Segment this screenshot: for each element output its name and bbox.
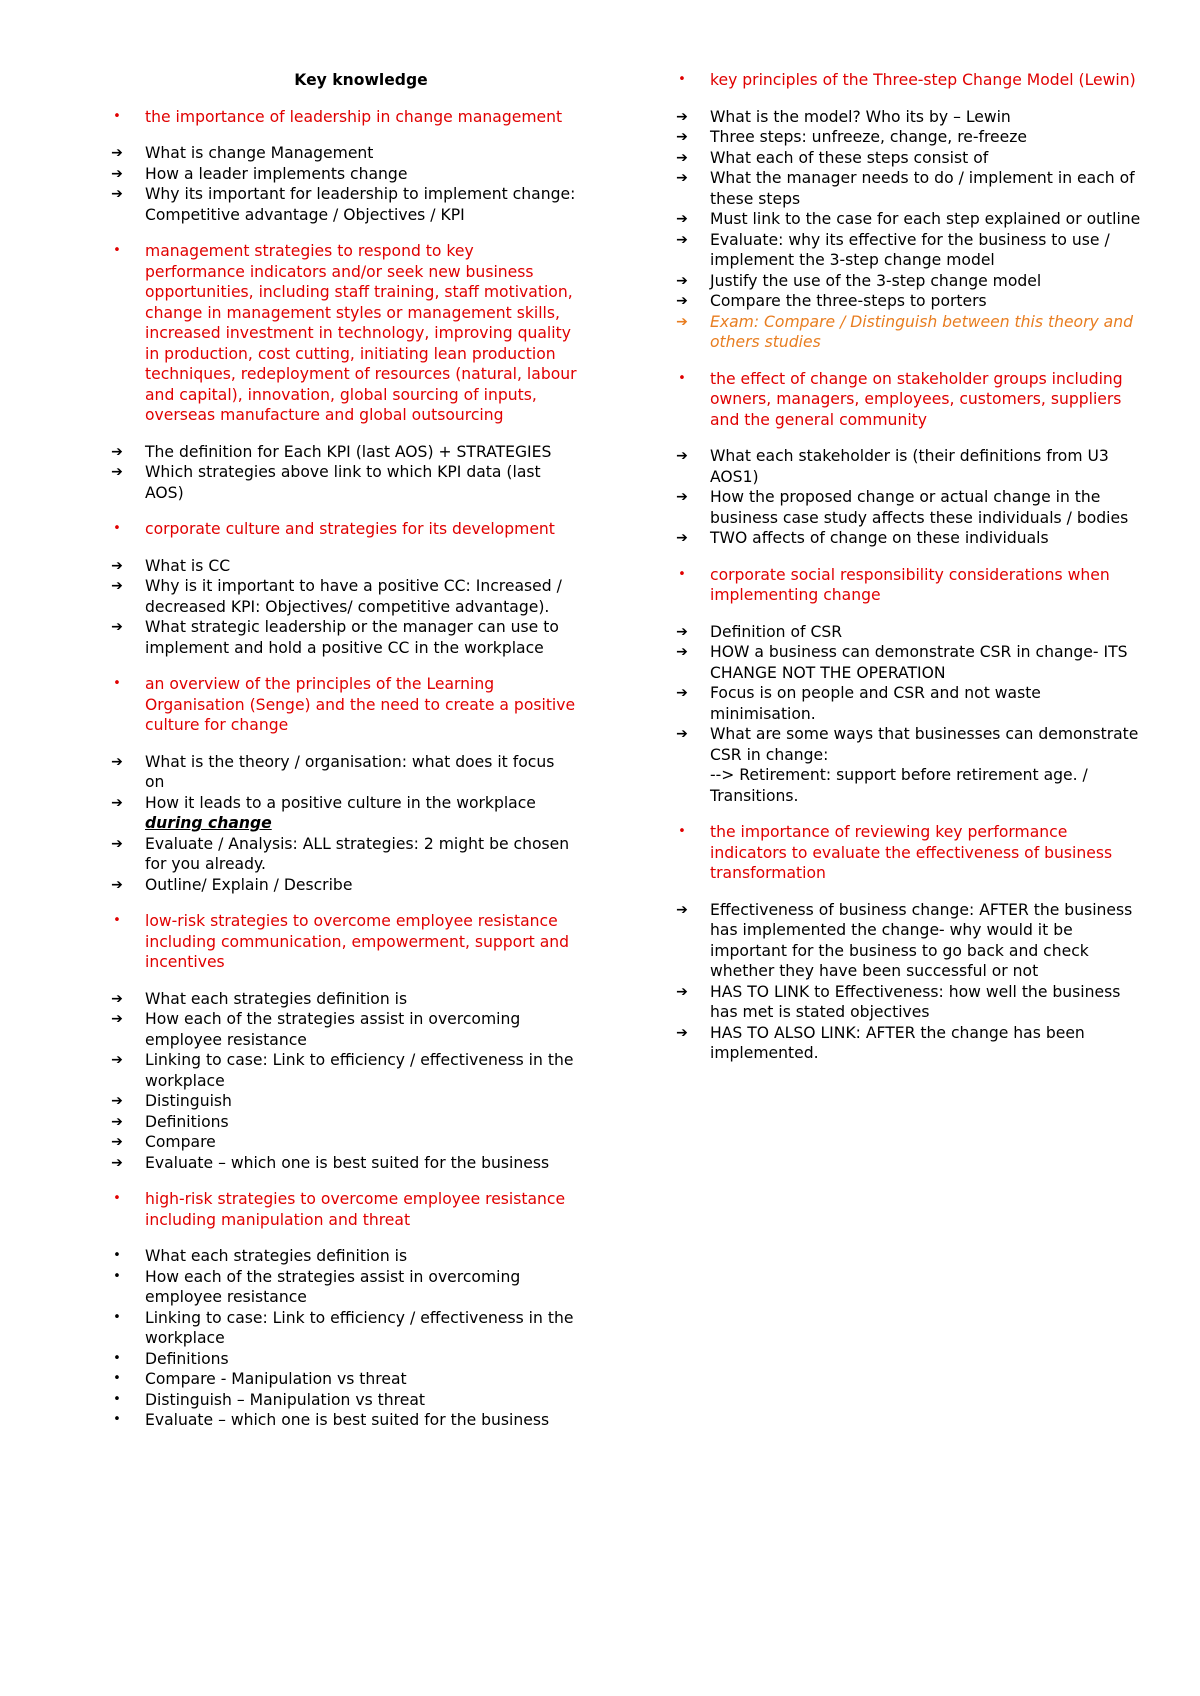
arrow-icon: ➔ <box>676 293 688 309</box>
arrow-icon: ➔ <box>111 578 123 594</box>
arrow-icon: ➔ <box>111 1093 123 1109</box>
list-item: ➔ Justify the use of the 3-step change model <box>672 271 1142 292</box>
bullet-icon: • <box>113 1191 121 1206</box>
list-item: ➔ Why is it important to have a positive CC: Increased / decreased KPI: Objectives/ competitive advantage). <box>107 576 577 617</box>
list-item: ➔ HOW a business can demonstrate CSR in change- ITS CHANGE NOT THE OPERATION <box>672 642 1142 683</box>
topic-leadership <box>107 107 577 128</box>
arrow-icon: ➔ <box>676 448 688 464</box>
list-item: ➔ What each of these steps consist of <box>672 148 1142 169</box>
subpoints-csr <box>672 622 1142 807</box>
arrow-icon: ➔ <box>676 644 688 660</box>
list-item: • Distinguish – Manipulation vs threat <box>107 1390 577 1411</box>
topic-low-risk-strategies <box>107 911 577 973</box>
list-item: ➔ Which strategies above link to which KPI data (last AOS) <box>107 462 577 503</box>
list-item: ➔ What each stakeholder is (their definitions from U3 AOS1) <box>672 446 1142 487</box>
arrow-icon: ➔ <box>111 443 123 460</box>
list-item: ➔ How a leader implements change <box>107 164 577 185</box>
left-column <box>107 70 577 1447</box>
topic-three-step-model <box>672 70 1142 91</box>
subpoints-reviewing-kpis <box>672 900 1142 1064</box>
arrow-icon: ➔ <box>676 489 688 505</box>
bullet-icon: • <box>113 1391 121 1407</box>
list-item: ➔ Outline/ Explain / Describe <box>107 875 577 896</box>
topic-item: • low-risk strategies to overcome employee resistance including communication, empowerment, support and incentives <box>107 911 577 973</box>
topic-item: • corporate social responsibility considerations when implementing change <box>672 565 1142 606</box>
arrow-icon: ➔ <box>676 901 688 918</box>
list-item: • Compare - Manipulation vs threat <box>107 1369 577 1390</box>
emphasis-text: during change <box>145 814 272 832</box>
list-item: ➔ What is change Management <box>107 143 577 164</box>
arrow-icon: ➔ <box>676 149 688 166</box>
list-item: ➔ Why its important for leadership to implement change: Competitive advantage / Objectives / KPI <box>107 184 577 225</box>
list-item: ➔ The definition for Each KPI (last AOS) + STRATEGIES <box>107 442 577 463</box>
subpoints-corporate-culture <box>107 556 577 659</box>
bullet-icon: • <box>678 566 686 582</box>
arrow-icon: ➔ <box>111 1134 123 1150</box>
bullet-icon: • <box>678 72 686 87</box>
subpoints-kpi <box>107 442 577 504</box>
bullet-icon: • <box>678 370 686 386</box>
list-item: ➔ Effectiveness of business change: AFTER the business has implemented the change- why would it be important for the business to go back and check whether they have been successful or not <box>672 900 1142 982</box>
list-item: ➔ Evaluate – which one is best suited for the business <box>107 1153 577 1174</box>
list-item: ➔ HAS TO LINK to Effectiveness: how well the business has met is stated objectives <box>672 982 1142 1023</box>
arrow-icon: ➔ <box>676 211 688 227</box>
list-item: ➔ What each strategies definition is <box>107 989 577 1010</box>
bullet-icon: • <box>113 913 121 928</box>
list-item: • Definitions <box>107 1349 577 1370</box>
subpoints-stakeholders <box>672 446 1142 549</box>
arrow-icon: ➔ <box>111 145 123 161</box>
topic-item: • key principles of the Three-step Change Model (Lewin) <box>672 70 1142 91</box>
list-item: ➔ How the proposed change or actual change in the business case study affects these individuals / bodies <box>672 487 1142 528</box>
arrow-icon: ➔ <box>111 753 123 770</box>
arrow-icon: ➔ <box>111 1113 123 1130</box>
list-item: ➔ What is the theory / organisation: what does it focus on <box>107 752 577 793</box>
arrow-icon: ➔ <box>111 794 123 811</box>
list-item: ➔ What strategic leadership or the manager can use to implement and hold a positive CC in the workplace <box>107 617 577 658</box>
arrow-icon: ➔ <box>111 876 123 893</box>
right-column <box>672 70 1142 1080</box>
topic-management-strategies <box>107 241 577 426</box>
bullet-icon: • <box>678 824 686 839</box>
list-item: ➔ Focus is on people and CSR and not waste minimisation. <box>672 683 1142 724</box>
bullet-icon: • <box>113 243 121 258</box>
page-title: Key knowledge <box>294 71 428 89</box>
list-item: ➔ Evaluate / Analysis: ALL strategies: 2 might be chosen for you already. <box>107 834 577 875</box>
bullet-icon: • <box>113 1248 121 1263</box>
arrow-icon: ➔ <box>111 1154 123 1171</box>
list-item: ➔ Definition of CSR <box>672 622 1142 643</box>
exam-note-item: ➔ Exam: Compare / Distinguish between this theory and others studies <box>672 312 1142 353</box>
topic-item: • corporate culture and strategies for its development <box>107 519 577 540</box>
list-item: ➔ Definitions <box>107 1112 577 1133</box>
topic-reviewing-kpis <box>672 822 1142 884</box>
bullet-icon: • <box>113 1268 121 1284</box>
list-item: • Linking to case: Link to efficiency / effectiveness in the workplace <box>107 1308 577 1349</box>
arrow-icon: ➔ <box>111 1052 123 1068</box>
topic-high-risk-strategies <box>107 1189 577 1230</box>
arrow-icon: ➔ <box>676 1024 688 1041</box>
arrow-icon: ➔ <box>676 170 688 186</box>
topic-item: • an overview of the principles of the Learning Organisation (Senge) and the need to create a positive culture for change <box>107 674 577 736</box>
bullet-icon: • <box>113 1371 121 1386</box>
list-item: ➔ Must link to the case for each step explained or outline <box>672 209 1142 230</box>
list-item: ➔ Compare the three-steps to porters <box>672 291 1142 312</box>
topic-item: • management strategies to respond to key performance indicators and/or seek new business opportunities, including staff training, staff motivation, change in management styles or management skills, increased investment in technology, improving quality in production, cost cutting, initiating lean production techniques, redeployment of resources (natural, labour and capital), innovation, global sourcing of inputs, overseas manufacture and global outsourcing <box>107 241 577 426</box>
topic-item: • high-risk strategies to overcome employee resistance including manipulation and threat <box>107 1189 577 1230</box>
list-item: • How each of the strategies assist in overcoming employee resistance <box>107 1267 577 1308</box>
topic-corporate-culture <box>107 519 577 540</box>
arrow-icon: ➔ <box>676 313 688 330</box>
arrow-icon: ➔ <box>676 685 688 701</box>
arrow-icon: ➔ <box>676 272 688 289</box>
arrow-icon: ➔ <box>676 129 688 145</box>
subpoints-leadership <box>107 143 577 225</box>
arrow-icon: ➔ <box>111 464 123 480</box>
arrow-icon: ➔ <box>111 1011 123 1027</box>
arrow-icon: ➔ <box>676 530 688 546</box>
list-item: ➔ What the manager needs to do / implement in each of these steps <box>672 168 1142 209</box>
arrow-icon: ➔ <box>111 186 123 202</box>
bullet-icon: • <box>113 521 121 536</box>
subpoints-three-step-model <box>672 107 1142 353</box>
list-item: ➔ Distinguish <box>107 1091 577 1112</box>
list-item: ➔ Compare <box>107 1132 577 1153</box>
arrow-icon: ➔ <box>111 557 123 574</box>
subpoints-low-risk <box>107 989 577 1174</box>
list-item: ➔ HAS TO ALSO LINK: AFTER the change has been implemented. <box>672 1023 1142 1064</box>
arrow-icon: ➔ <box>676 623 688 640</box>
bullet-icon: • <box>113 108 121 124</box>
topic-item: • the importance of reviewing key performance indicators to evaluate the effectiveness of business transformation <box>672 822 1142 884</box>
bullet-icon: • <box>113 1412 121 1427</box>
list-item: ➔ What are some ways that businesses can demonstrate CSR in change: --> Retirement: support before retirement age. / Transitions. <box>672 724 1142 806</box>
list-item: ➔ How it leads to a positive culture in the workplace during change <box>107 793 577 834</box>
list-item: • Evaluate – which one is best suited for the business <box>107 1410 577 1431</box>
topic-csr <box>672 565 1142 606</box>
topic-stakeholders <box>672 369 1142 431</box>
list-item: ➔ Evaluate: why its effective for the business to use / implement the 3-step change model <box>672 230 1142 271</box>
subpoints-learning-organisation <box>107 752 577 896</box>
list-item: ➔ TWO affects of change on these individuals <box>672 528 1142 549</box>
list-item: ➔ Linking to case: Link to efficiency / effectiveness in the workplace <box>107 1050 577 1091</box>
bullet-icon: • <box>113 676 121 691</box>
topic-item: • the effect of change on stakeholder groups including owners, managers, employees, customers, suppliers and the general community <box>672 369 1142 431</box>
arrow-icon: ➔ <box>676 983 688 1000</box>
bullet-icon: • <box>113 1309 121 1325</box>
list-item: ➔ What is the model? Who its by – Lewin <box>672 107 1142 128</box>
arrow-icon: ➔ <box>676 726 688 742</box>
bullet-icon: • <box>113 1350 121 1366</box>
list-item: ➔ How each of the strategies assist in overcoming employee resistance <box>107 1009 577 1050</box>
list-item: ➔ What is CC <box>107 556 577 577</box>
arrow-icon: ➔ <box>111 835 123 852</box>
arrow-icon: ➔ <box>676 108 688 125</box>
arrow-icon: ➔ <box>676 231 688 248</box>
arrow-icon: ➔ <box>111 165 123 182</box>
arrow-icon: ➔ <box>111 990 123 1007</box>
arrow-icon: ➔ <box>111 619 123 635</box>
list-item: • What each strategies definition is <box>107 1246 577 1267</box>
subpoints-high-risk <box>107 1246 577 1431</box>
list-item: ➔ Three steps: unfreeze, change, re-freeze <box>672 127 1142 148</box>
topic-learning-organisation <box>107 674 577 736</box>
topic-item: • the importance of leadership in change management <box>107 107 577 128</box>
